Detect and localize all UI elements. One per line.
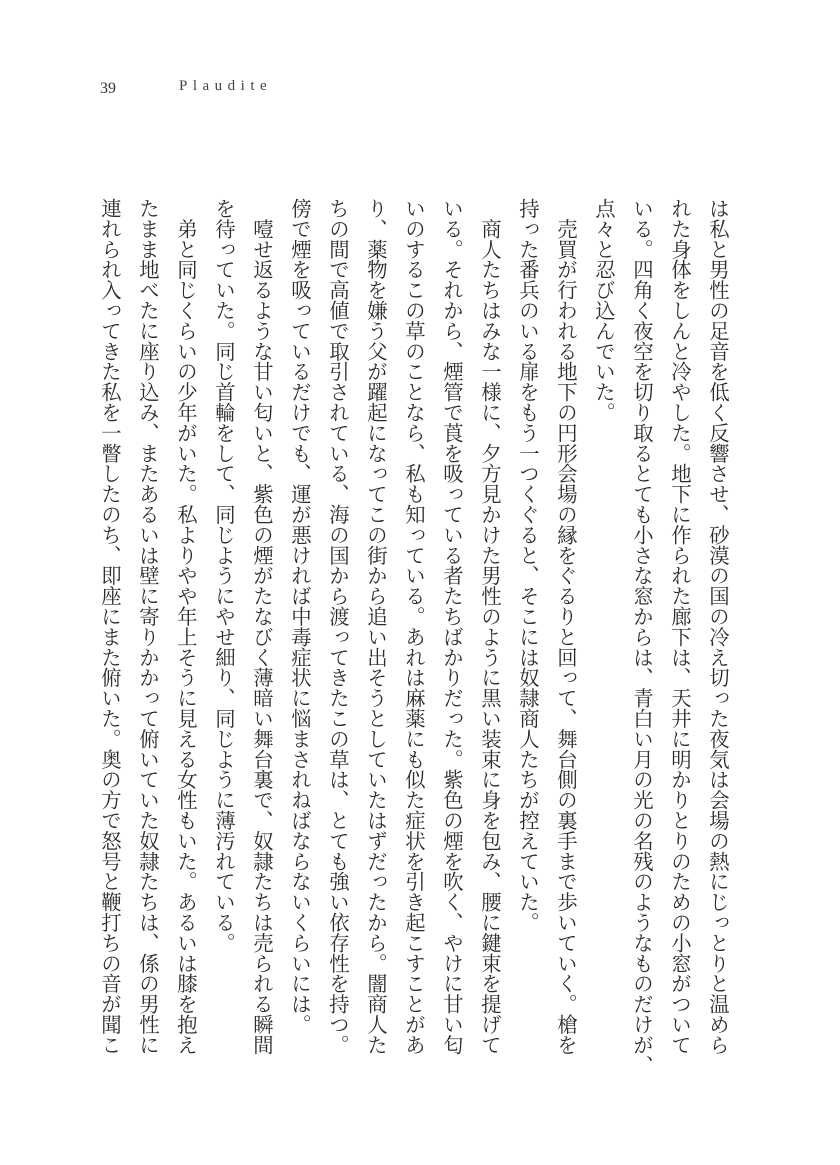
text-column: れた身体をしんと冷やした。地下に作られた廊下は、天井に明かりとりのための小窓がついて <box>668 198 692 1055</box>
text-column: 傍で煙を吸っているだけでも、運が悪ければ中毒症状に悩まされねばならないくらいには。 <box>288 198 312 1035</box>
text-column: 噎せ返るような甘い匂いと、紫色の煙がたなびく薄暗い舞台裏で、奴隷たちは売られる瞬間 <box>250 198 274 1055</box>
text-column: いる。四角く夜空を切り取るとても小さな窓からは、青白い月の光の名残のようなものだけが、 <box>630 198 654 1076</box>
text-column: 商人たちはみな一様に、夕方見かけた男性のように黒い装束に身を包み、腰に鍵束を提げて <box>478 198 502 1055</box>
page-number: 39 <box>100 80 116 97</box>
text-column: 売買が行われる地下の円形会場の縁をぐるりと回って、舞台側の裏手まで歩いていく。槍を <box>554 198 578 1055</box>
text-column: り、薬物を嫌う父が躍起になってこの街から追い出そうとしていたはずだったから。闇商人た <box>364 198 388 1055</box>
text-column: いのするこの草のことなら、私も知っている。あれは麻薬にも似た症状を引き起こすことがあ <box>402 198 426 1055</box>
body-text <box>91 198 737 1098</box>
text-column: は私と男性の足音を低く反響させ、砂漠の国の冷え切った夜気は会場の熱にじっとりと温めら <box>706 198 730 1055</box>
text-column: 弟と同じくらいの少年がいた。私よりやや年上そうに見える女性もいた。あるいは膝を抱え <box>174 198 198 1055</box>
text-column: たまま地べたに座り込み、またあるいは壁に寄りかかって俯いていた奴隷たちは、係の男性に <box>136 198 160 1055</box>
text-column: 持った番兵のいる扉をもう一つくぐると、そこには奴隷商人たちが控えていた。 <box>516 198 540 933</box>
text-column: を待っていた。同じ首輪をして、同じようにやせ細り、同じように薄汚れている。 <box>212 198 236 953</box>
text-column: ちの間で高値で取引されている、海の国から渡ってきたこの草は、とても強い依存性を持つ。 <box>326 198 350 1055</box>
text-column: 連れられ入ってきた私を一瞥したのち、即座にまた俯いた。奥の方で怒号と鞭打ちの音が聞こ <box>98 198 122 1055</box>
running-title: Plaudite <box>179 78 273 94</box>
text-column: いる。それから、煙管で莨を吸っている者たちばかりだった。紫色の煙を吹く、やけに甘い匂 <box>440 198 464 1055</box>
text-column: 点々と忍び込んでいた。 <box>592 198 616 423</box>
